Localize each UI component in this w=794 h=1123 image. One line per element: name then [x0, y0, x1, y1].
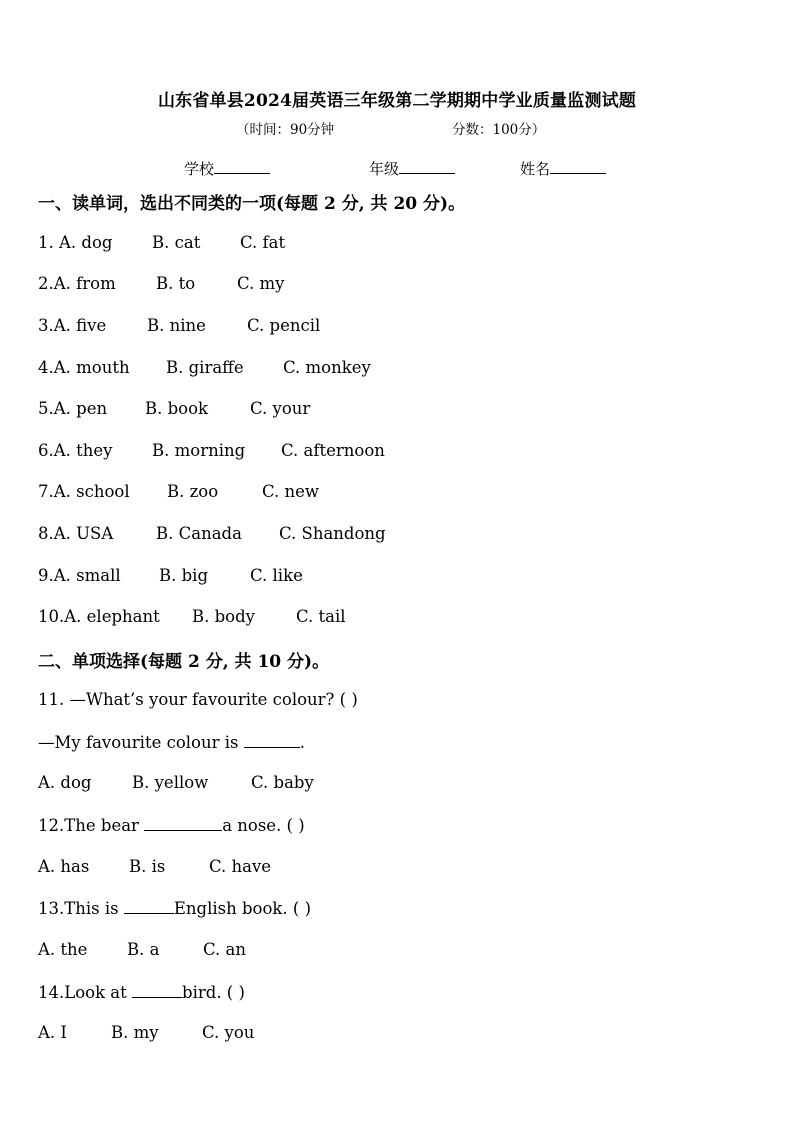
option-c: C. afternoon [281, 441, 385, 460]
exam-title: 山东省单县2024届英语三年级第二学期期中学业质量监测试题 [157, 91, 637, 111]
grade-blank[interactable] [399, 159, 455, 174]
question-12 [38, 814, 305, 837]
option-a: 1. A. dog [38, 233, 113, 252]
option-c: C. your [250, 399, 311, 418]
q13-suffix: English book. ( ) [173, 899, 312, 918]
option-c: C. pencil [247, 316, 321, 335]
option-a: 3.A. five [38, 316, 107, 335]
option-c: C. Shandong [279, 524, 386, 543]
option-c: C. baby [251, 773, 314, 792]
option-c: C. like [250, 566, 303, 585]
q14-blank[interactable] [132, 981, 182, 998]
section2-heading: 二、单项选择(每题 2 分, 共 10 分)。 [38, 652, 330, 672]
option-a: 9.A. small [38, 566, 121, 585]
question-11: 11. —What’s your favourite colour? ( ) [38, 690, 358, 709]
grade-field [369, 158, 455, 179]
q12-prefix: 12.The bear [38, 816, 145, 835]
option-b: B. body [192, 607, 255, 626]
question-13 [38, 897, 311, 920]
option-c: C. an [203, 940, 246, 959]
option-a: 8.A. USA [38, 524, 114, 543]
option-b: B. my [111, 1023, 159, 1042]
option-a: A. I [38, 1023, 67, 1042]
option-c: C. have [209, 857, 272, 876]
option-b: B. Canada [156, 524, 242, 543]
option-c: C. you [202, 1023, 255, 1042]
grade-label: 年级 [369, 160, 400, 178]
option-c: C. my [237, 274, 285, 293]
q14-prefix: 14.Look at [38, 983, 133, 1002]
option-b: B. big [159, 566, 209, 585]
option-c: C. fat [240, 233, 286, 252]
option-b: B. giraffe [166, 358, 244, 377]
q14-suffix: bird. ( ) [182, 983, 245, 1002]
exam-time: （时间：90分钟 [236, 122, 335, 138]
q12-blank[interactable] [144, 814, 222, 831]
option-b: B. is [129, 857, 166, 876]
option-b: B. cat [152, 233, 201, 252]
option-a: A. the [38, 940, 88, 959]
school-field [184, 158, 270, 179]
option-b: B. yellow [132, 773, 209, 792]
school-blank[interactable] [214, 159, 270, 174]
name-label: 姓名 [520, 160, 551, 178]
option-c: C. new [262, 482, 320, 501]
school-label: 学校 [184, 160, 215, 178]
q12-suffix: a nose. ( ) [222, 816, 305, 835]
name-field [520, 158, 606, 179]
option-a: 5.A. pen [38, 399, 108, 418]
option-b: B. nine [147, 316, 206, 335]
question-14 [38, 981, 245, 1004]
section1-heading: 一、读单词，选出不同类的一项(每题 2 分, 共 20 分)。 [38, 194, 466, 214]
name-blank[interactable] [550, 159, 606, 174]
option-b: B. to [156, 274, 196, 293]
option-b: B. morning [152, 441, 246, 460]
question-11-answer-line [38, 731, 305, 754]
option-b: B. book [145, 399, 209, 418]
option-b: B. a [127, 940, 160, 959]
q11-blank[interactable] [244, 731, 300, 748]
option-a: 10.A. elephant [38, 607, 160, 626]
option-a: 4.A. mouth [38, 358, 130, 377]
q11-prefix: —My favourite colour is [38, 733, 244, 752]
q11-suffix: . [299, 733, 305, 752]
option-a: 7.A. school [38, 482, 130, 501]
q13-prefix: 13.This is [38, 899, 124, 918]
option-a: 6.A. they [38, 441, 113, 460]
option-c: C. tail [296, 607, 346, 626]
q13-blank[interactable] [124, 897, 174, 914]
option-a: 2.A. from [38, 274, 116, 293]
option-a: A. has [38, 857, 90, 876]
option-a: A. dog [38, 773, 92, 792]
option-c: C. monkey [283, 358, 371, 377]
option-b: B. zoo [167, 482, 219, 501]
exam-score: 分数：100分） [452, 122, 546, 138]
